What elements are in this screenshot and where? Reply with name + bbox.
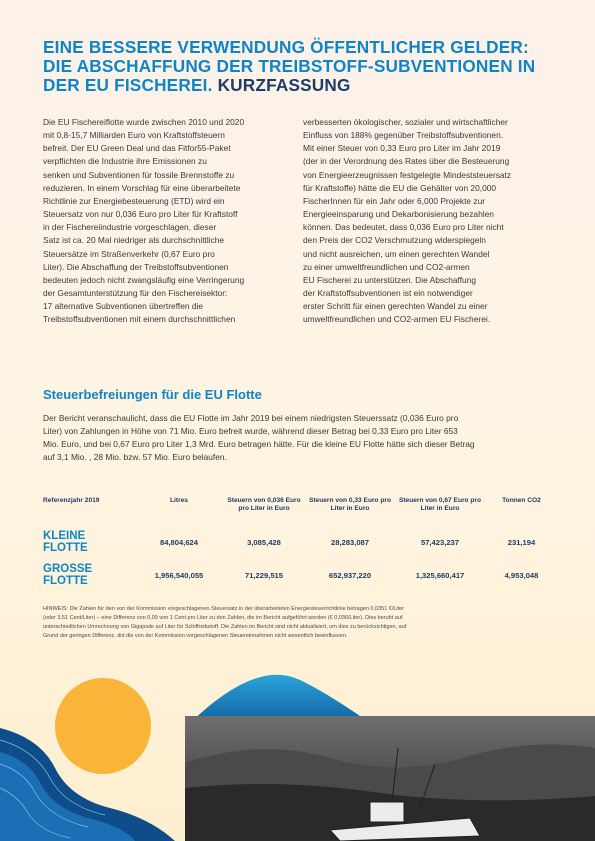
body-text-line: Die EU Fischereiflotte wurde zwischen 2010 und 2020 — [43, 117, 245, 127]
body-text-line: Mit einer Steuer von 0,33 Euro pro Liter im Jahr 2019 — [303, 143, 501, 154]
row-label: GROSSE FLOTTE — [43, 563, 93, 588]
table-cell: 652,937,220 — [328, 570, 372, 580]
table-cell: 1,325,660,417 — [415, 570, 465, 580]
body-text-line: Energieeinsparung und Dekarbonisierung bezahlen — [303, 209, 494, 220]
footnote-line: HINWEIS: Die Zahlen für den von der Kommission vorgeschlagenen Steuersatz in der überarbeiteten Energiesteuerrichtlinie betragen 0,0351 €/Liter — [43, 606, 405, 612]
body-text-line: Treibstoffsubventionen mit einem durchschnittlichen — [43, 314, 236, 325]
body-text-line: erster Schritt für einen gerechten Wandel zu einer — [303, 301, 488, 312]
body-text-line: FischerInnen für ein Jahr oder 6,000 Projekte zur — [303, 195, 486, 206]
table-header-row — [43, 497, 558, 526]
tax-table — [43, 497, 558, 592]
table-cell: 57,423,237 — [420, 537, 459, 547]
body-text-line: den Preis der CO2 Verschmutzung widerspiegeln — [303, 235, 486, 246]
body-text-line: EU Fischerei zu unterstützen. Die Abschaffung — [303, 274, 477, 285]
title-suffix: KURZFASSUNG — [217, 75, 351, 95]
table-cell: 1,956,540,055 — [154, 570, 204, 580]
body-text-line: Liter). Die Abschaffung der Treibstoffsubventionen — [43, 261, 229, 272]
body-text-line: der Kraftstoffsubventionen ist ein notwendiger — [303, 288, 473, 299]
body-text-line: von Energieerzeugnissen festgelegte Mindeststeuersatz — [303, 169, 512, 180]
table-cell: 4,953,048 — [504, 570, 539, 580]
body-text-line: 17 alternative Subventionen übertreffen die — [43, 301, 204, 312]
body-text-line: können. Das bedeutet, dass 0,036 Euro pro Liter nicht — [303, 222, 504, 233]
table-cell: 71,229,515 — [244, 570, 283, 580]
body-column-left — [43, 116, 288, 327]
body-text-line: der Gesamtunterstützung für den Fischereisektor: — [43, 288, 228, 299]
table-header: Steuern von 0,67 Euro pro Liter in Euro — [398, 497, 482, 513]
table-cell: 84,804,624 — [159, 537, 198, 547]
table-header: Litres — [170, 497, 188, 504]
body-text-line: und nicht ausreichen, um einen gerechten Wandel — [303, 248, 490, 259]
body-text-line: (der in der Verordnung des Rates über die Besteuerung — [303, 156, 510, 167]
body-text-line: verpflichten die Industrie ihre Emissionen zu — [43, 156, 207, 167]
body-text-line: Richtlinie zur Energiebesteuerung (ETD) wird ein — [43, 195, 225, 206]
footnote-line: Grund der geringen Differenz, did die von der Kommission vorgeschlagenen Steuereinnahmen nicht wesentlich beeinflussen. — [43, 633, 348, 640]
table-header: Steuern von 0,33 Euro pro Liter in Euro — [308, 497, 392, 513]
table-cell: 3,085,428 — [247, 537, 281, 547]
intro-text-line: Der Bericht veranschaulicht, dass die EU Flotte im Jahr 2019 bei einem niedrigsten Steuerssatz (0,036 Euro pro — [43, 413, 459, 423]
table-header: Referenzjahr 2019 — [43, 497, 100, 504]
body-text-line: in der Fischereiindustrie vorgeschlagen, dieser — [43, 222, 217, 233]
body-column-right — [303, 116, 558, 327]
intro-text-line: auf 3,1 Mio. , 28 Mio. bzw. 57 Mio. Euro belaufen. — [43, 452, 227, 463]
body-text-line: Steuersätze im Straßenverkehr (0,67 Euro pro — [43, 248, 215, 259]
footnote-line: (oder 3,51 Cent/Liter) – eine Differenz von 0,09 von 1 Cent pro Liter zu den Zahlen, die im Bericht aufgeführt werden (€ 0,036/Liter). Dies beruht auf — [43, 615, 403, 622]
body-text-line: umweltfreundlichen und CO2-armen EU Fischerei. — [303, 314, 491, 325]
body-text-line: für Kraftstoffe) hätte die EU die Gehälter von 20,000 — [303, 182, 497, 193]
footnote-line: unterschiedlichen Umrechnung von Gigajoule auf Liter für Schiffreibstoff. Die Zahlen im Bericht sind nicht aktualisiert, um dies zu berücksichtigen, auf — [43, 624, 407, 631]
table-row — [43, 559, 558, 592]
table-row — [43, 526, 558, 559]
body-text-line: bedeuten jedoch nicht zwangsläufig eine Verringerung — [43, 274, 245, 285]
page-title — [43, 38, 563, 95]
body-text-line: Steuersatz von nur 0,036 Euro pro Liter für Kraftstoff — [43, 209, 238, 220]
intro-text-line: Liter) von Zahlungen in Höhe von 71 Mio. Euro befreit wurde, während dieser Betrag bei 0,33 Euro pro Liter 653 — [43, 426, 458, 437]
body-text-line: zu einer umweltfreundlichen und CO2-armen — [303, 261, 470, 272]
table-header: Steuern von 0,036 Euro pro Liter in Euro — [227, 497, 301, 513]
table-cell: 231,194 — [507, 537, 536, 547]
table-header: Tonnen CO2 — [502, 497, 541, 504]
row-label: KLEINE FLOTTE — [43, 530, 88, 555]
body-text-line: senken und Subventionen für fossile Brennstoffe zu — [43, 169, 235, 180]
section-intro — [43, 412, 558, 465]
footnote — [43, 605, 558, 641]
intro-text-line: Mio. Euro, und bei 0,67 Euro pro Liter 1,3 Mrd. Euro betragen hätte. Für die kleine EU Flotte hätte sich dieser Betrag — [43, 439, 475, 450]
body-text-line: reduzieren. In einem Vorschlag für eine überarbeitete — [43, 182, 241, 193]
sun-icon — [55, 678, 151, 774]
body-text-line: Einfluss von 188% gegenüber Treibstoffsubventionen. — [303, 130, 504, 141]
title-main: EINE BESSERE VERWENDUNG ÖFFENTLICHER GELDER: DIE ABSCHAFFUNG DER TREIBSTOFF-SUBVENTIONEN IN DER EU FISCHEREI. — [43, 37, 536, 95]
body-text-line: Satz ist ca. 20 Mal niedriger als durchschnittliche — [43, 235, 225, 246]
section-heading: Steuerbefreiungen für die EU Flotte — [43, 387, 262, 402]
body-text-line: verbesserten ökologischer, sozialer und wirtschaftlicher — [303, 117, 508, 127]
sea-illustration — [0, 668, 595, 841]
body-text-line: befreit. Der EU Green Deal und das Fitfor55-Paket — [43, 143, 231, 154]
table-cell: 28,283,087 — [330, 537, 369, 547]
body-text-line: mit 0,8-15,7 Milliarden Euro von Kraftstoffsteuern — [43, 130, 225, 141]
